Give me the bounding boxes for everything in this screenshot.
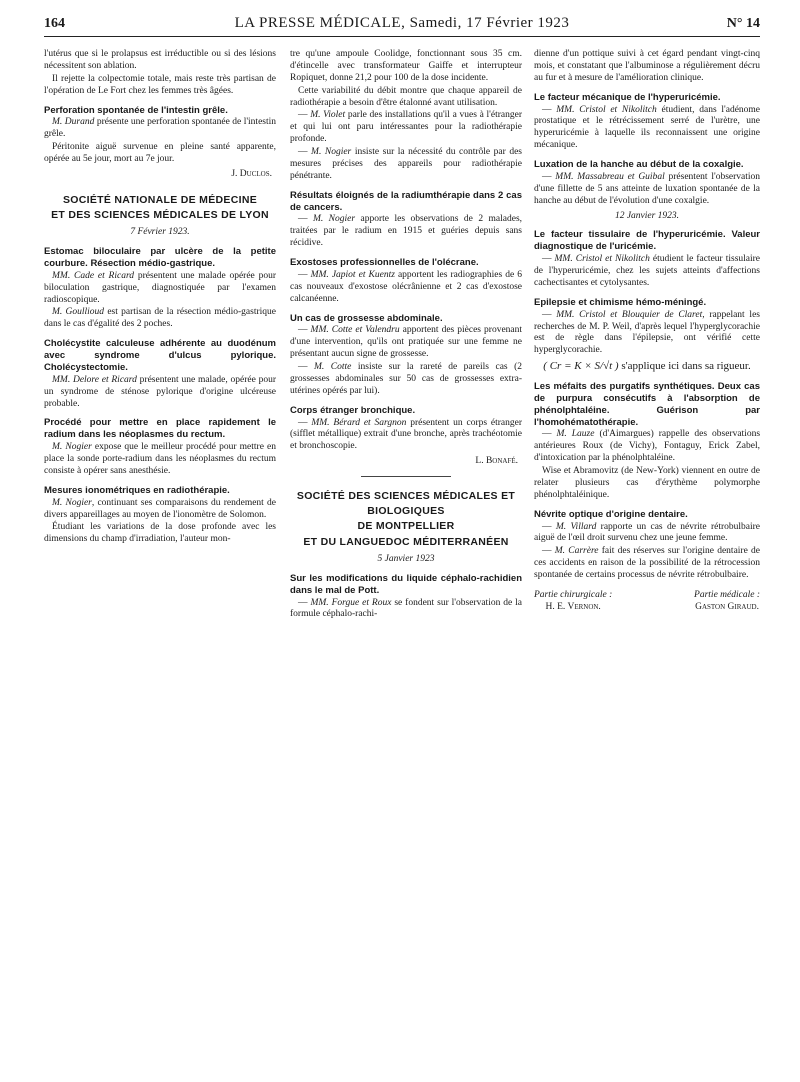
signature: L. Bonafé. xyxy=(475,456,518,467)
article-heading: Corps étranger bronchique. xyxy=(290,404,416,416)
article-heading: Névrite optique d'origine dentaire. xyxy=(534,508,688,520)
author: M. Durand xyxy=(52,117,95,128)
article-heading: Le facteur tissulaire de l'hyperuricémie. Valeur diagnostique de l'uricémie. xyxy=(534,229,760,253)
paragraph: — M. Carrère fait des réserves sur l'origine dentaire de ces accidents en raison de la possibilité de la rétrocession spontanée de certains processus de névrite rétrobulbaire. xyxy=(534,546,761,580)
session-date: 7 Février 1923. xyxy=(130,227,190,238)
paragraph: — M. Lauze (d'Aimargues) rappelle des observations antérieures Roux (de Vichy), Fontaguy, Erick Zabel, d'intoxication par la phénolphtaléine. xyxy=(534,429,761,464)
paragraph: Wise et Abramovitz (de New-York) viennent en outre de relater plusieurs cas d'érythème polymorphe phénolphtaléinique. xyxy=(534,466,760,500)
paragraph: — MM. Cristol et Blouquier de Claret, rappelant les recherches de M. P. Weil, d'après lequel l'hyperglycorachie est de règle dans l'épilepsie, ont vérifié cette hyperglycorachie. xyxy=(534,309,760,356)
paragraph: — MM. Japiot et Kuentz apportent les radiographies de 6 cas nouveaux d'exostose olécrânienne et 2 cas d'exostose calcanéenne. xyxy=(290,269,523,304)
paragraph: M. Goullioud est partisan de la résection médio-gastrique dans le cas d'égalité des 2 poches. xyxy=(44,307,276,330)
paragraph: — MM. Massabreau et Guibal présentent l'observation d'une fillette de 5 ans atteinte de luxation spontanée de la hanche au début de l'évolution d'une coxalgie. xyxy=(534,171,761,206)
article-heading: Epilepsie et chimisme hémo-méningé. xyxy=(534,296,707,308)
article-heading: Mesures ionométriques en radiothérapie. xyxy=(44,484,230,496)
article-heading: Exostoses professionnelles de l'olécrane. xyxy=(290,257,479,268)
article-heading: Cholécystite calculeuse adhérente au duodénum avec syndrome d'ulcus pylorique. Cholécystectomie. xyxy=(44,338,276,373)
section-signatures: Partie chirurgicale : H. E. Vernon. Partie médicale : Gaston Giraud. xyxy=(534,589,760,612)
journal-title: LA PRESSE MÉDICALE, Samedi, 17 Février 1923 xyxy=(234,15,570,31)
article-heading: Procédé pour mettre en place rapidement le radium dans les néoplasmes du rectum. xyxy=(44,417,276,441)
formula: ( Cr = K × S/√t ) s'applique ici dans sa rigueur. xyxy=(543,360,751,373)
column-2 xyxy=(290,48,522,622)
paragraph: Étudiant les variations de la dose profonde avec les dimensions du champ d'irradiation, l'auteur mon- xyxy=(44,522,276,545)
paragraph: — MM. Cristol et Nikolitch étudient le facteur tissulaire de l'hyperuricémie, chez les sujets atteints d'affections cachectisantes et cytolysantes. xyxy=(534,254,761,288)
column-3 xyxy=(534,48,760,614)
article-heading: Perforation spontanée de l'intestin grêle. xyxy=(44,104,228,116)
paragraph: Il rejette la colpectomie totale, mais reste très partisan de l'opération de Le Fort chez les femmes très âgées. xyxy=(44,73,276,96)
paragraph: tre qu'une ampoule Coolidge, fonctionnant sous 35 cm. d'étincelle avec transformateur Gaiffe et interrupteur Ropiquet, donne 21,2 pour 100 de la dose incidente. xyxy=(290,49,522,83)
paragraph: — MM. Cristol et Nikolitch étudient, dans l'adénome prostatique et le rétrécissement serré de l'urètre, une hyperuricémie à laquelle ils reconnaissent une origine mécanique. xyxy=(534,104,761,151)
paragraph: — MM. Bérard et Sargnon présentent un corps étranger (sifflet métallique) extrait d'une bronche, après trachéotomie et bronchoscopie. xyxy=(290,417,523,452)
paragraph: Cette variabilité du débit montre que chaque appareil de radiothérapie a besoin d'être étalonné avant utilisation. xyxy=(290,85,522,108)
page-header xyxy=(44,14,760,37)
column-1 xyxy=(44,48,276,547)
article-heading: Un cas de grossesse abdominale. xyxy=(290,312,443,324)
page-number: 164 xyxy=(44,16,65,31)
signature: J. Duclos. xyxy=(231,168,272,179)
divider xyxy=(361,476,451,477)
paragraph: MM. Delore et Ricard présentent une malade, opérée pour un syndrome de sténose pylorique d'origine ulcéreuse probable. xyxy=(44,374,276,409)
session-date: 5 Janvier 1923 xyxy=(377,553,435,564)
paragraph: M. Nogier, continuant ses comparaisons du rendement de divers appareillages au moyen de l'ionomètre de Solomon. xyxy=(44,497,276,520)
paragraph: — M. Violet parle des installations qu'il a vues à l'étranger et qui lui ont paru intéressantes pour la radiothérapie profonde. xyxy=(290,110,523,145)
article-heading: Les méfaits des purgatifs synthétiques. Deux cas de purpura consécutifs à l'absorption de phénolphtaléine. Guérison par l'homohématothérapie. xyxy=(534,380,760,428)
paragraph: — M. Cotte insiste sur la rareté de pareils cas (2 grossesses abdominales sur 50 cas de grossesses extra-utérines opérés par lui). xyxy=(290,362,523,396)
paragraph: M. Nogier expose que le meilleur procédé pour mettre en place la sonde porte-radium dans les néoplasmes du rectum consiste à opérer sans anesthésie. xyxy=(44,442,276,476)
paragraph: — MM. Cotte et Valendru apportent des pièces provenant d'une intervention, qu'ils ont pratiquée sur une femme ne présentant aucun signe de grossesse. xyxy=(290,325,523,360)
paragraph: — MM. Forgue et Roux se fondent sur l'observation de la formule céphalo-rachi- xyxy=(290,597,523,620)
article-heading: Le facteur mécanique de l'hyperuricémie. xyxy=(534,91,721,103)
paragraph: Péritonite aiguë survenue en pleine santé apparente, opérée au 5e jour, mort au 7e jour. xyxy=(44,142,276,164)
article-heading: Résultats éloignés de la radiumthérapie dans 2 cas de cancers. xyxy=(290,189,522,213)
article-heading: Estomac biloculaire par ulcère de la petite courbure. Résection médio-gastrique. xyxy=(44,246,276,269)
issue-number: N° 14 xyxy=(726,16,760,31)
article-heading: Luxation de la hanche au début de la coxalgie. xyxy=(534,159,744,170)
society-heading: SOCIÉTÉ DES SCIENCES MÉDICALES ET BIOLOGIQUES DE MONTPELLIER ET DU LANGUEDOC MÉDITERRANÉEN xyxy=(296,490,516,548)
paragraph: l'utérus que si le prolapsus est irréductible ou si des lésions nécessitent son ablation. xyxy=(44,49,276,71)
session-date: 12 Janvier 1923. xyxy=(614,210,680,221)
paragraph: — M. Nogier apporte les observations de 2 malades, traitées par le radium en 1915 et guéries depuis sans récidive. xyxy=(290,214,523,249)
paragraph: — M. Nogier insiste sur la nécessité du contrôle par des mesures précises des appareils pour radiothérapie pénétrante. xyxy=(290,147,523,181)
article-heading: Sur les modifications du liquide céphalo-rachidien dans le mal de Pott. xyxy=(290,572,522,596)
society-heading: SOCIÉTÉ NATIONALE DE MÉDECINE ET DES SCIENCES MÉDICALES DE LYON xyxy=(51,193,269,221)
paragraph: MM. Cade et Ricard présentent une malade opérée pour biloculation gastrique, diagnostiquée par l'examen radioscopique. xyxy=(44,270,276,305)
paragraph: dienne d'un pottique suivi à cet égard pendant vingt-cinq mois, et constatant que l'albuminose a régulièrement décru au fur et à mesure de l'amélioration clinique. xyxy=(534,49,760,83)
paragraph: M. Durand présente une perforation spontanée de l'intestin grêle. xyxy=(44,117,277,140)
paragraph: — M. Villard rapporte un cas de névrite rétrobulbaire aiguë de l'œil droit survenu chez une jeune femme. xyxy=(534,521,761,544)
